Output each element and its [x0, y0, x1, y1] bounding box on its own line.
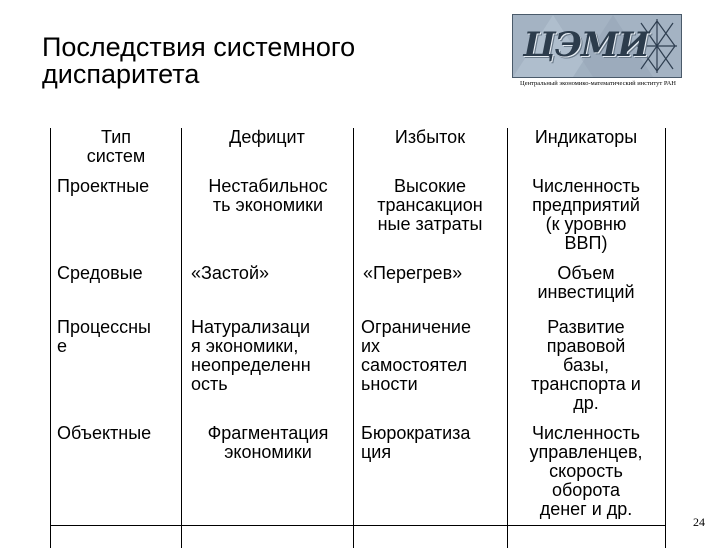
header-deficit: Дефицит	[229, 127, 305, 147]
row-process-surplus: Ограничение их самостоятел ьности	[361, 317, 471, 394]
row-project-deficit: Нестабильнос ть экономики	[208, 176, 328, 215]
page-number: 24	[693, 515, 705, 529]
header-system-type: Тип систем	[86, 127, 146, 166]
header-surplus: Избыток	[394, 127, 466, 147]
column-divider	[353, 128, 354, 548]
row-object-deficit: Фрагментация экономики	[207, 423, 329, 462]
cemi-logo	[512, 14, 684, 94]
slide-title: Последствия системного диспаритета	[42, 32, 356, 89]
disparity-table	[50, 128, 666, 548]
row-project-indicators: Численность предприятий (к уровню ВВП)	[531, 176, 641, 253]
row-project-type: Проектные	[57, 176, 150, 196]
row-process-indicators: Развитие правовой базы, транспорта и др.	[531, 317, 641, 413]
row-process-type: Процессны е	[57, 317, 151, 356]
column-divider	[507, 128, 508, 548]
logo-text: ЦЭМИ	[523, 25, 649, 65]
row-process-deficit: Натурализаци я экономики, неопределенн ость	[191, 317, 311, 394]
row-environment-type: Средовые	[57, 263, 143, 283]
row-environment-indicators: Объем инвестиций	[537, 263, 635, 302]
logo-emblem	[512, 14, 682, 78]
logo-caption: Центральный экономико-математический институт РАН	[520, 80, 676, 87]
row-object-type: Объектные	[57, 423, 152, 443]
row-environment-deficit: «Застой»	[191, 263, 270, 283]
header-indicators: Индикаторы	[534, 127, 638, 147]
row-divider	[51, 525, 665, 526]
column-divider	[181, 128, 182, 548]
row-environment-surplus: «Перегрев»	[363, 263, 463, 283]
row-object-indicators: Численность управленцев, скорость оборота денег и др.	[529, 423, 643, 519]
row-project-surplus: Высокие трансакцион ные затраты	[377, 176, 483, 234]
row-object-surplus: Бюрократиза ция	[361, 423, 471, 462]
